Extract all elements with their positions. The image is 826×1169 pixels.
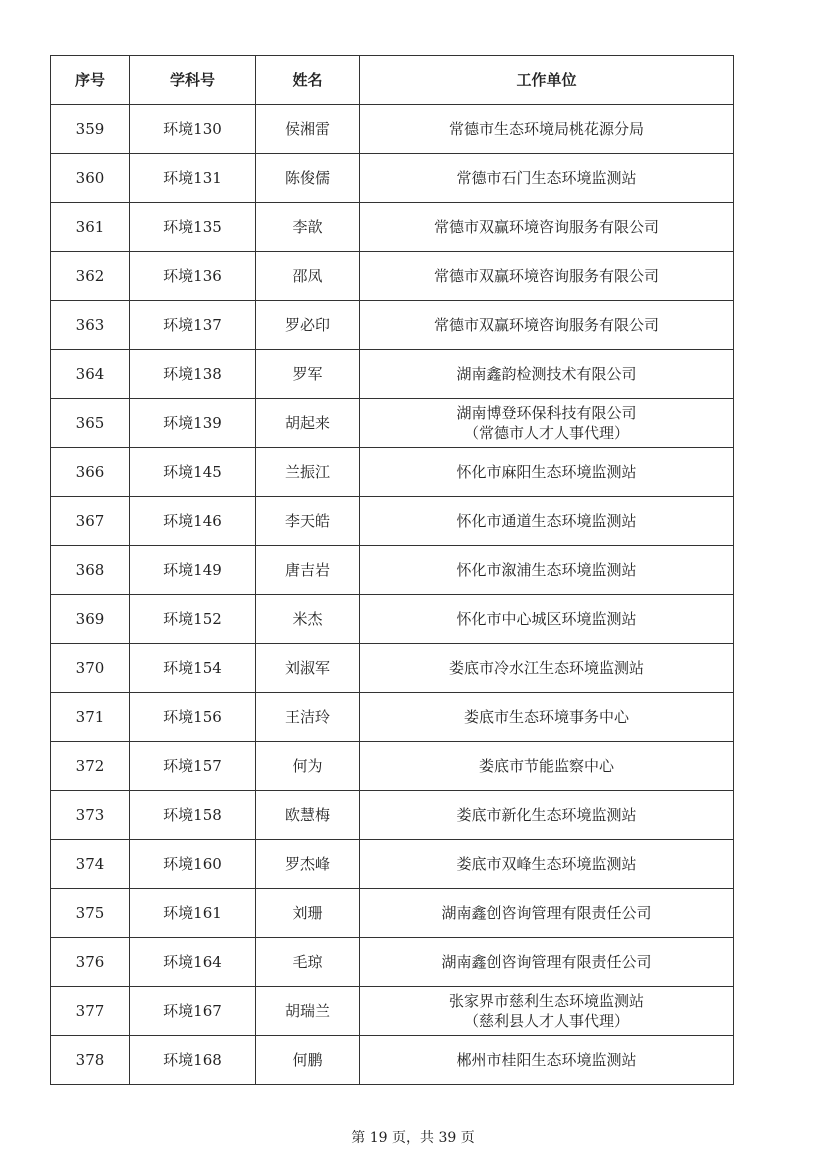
cell-name: 罗杰峰 [256,840,360,889]
table-row [51,154,734,203]
cell-work-unit [360,350,734,399]
cell-subject-number: 环境158 [130,791,256,840]
cell-name: 胡起来 [256,399,360,448]
cell-work-unit [360,840,734,889]
cell-name: 罗必印 [256,301,360,350]
cell-name: 刘珊 [256,889,360,938]
cell-subject-number: 环境145 [130,448,256,497]
work-unit-line: 怀化市溆浦生态环境监测站 [456,561,637,579]
cell-name: 李天皓 [256,497,360,546]
cell-subject-number: 环境168 [130,1036,256,1085]
cell-work-unit [360,987,734,1036]
table-row [51,399,734,448]
work-unit-line: 湖南博登环保科技有限公司 [456,404,637,422]
cell-subject-number: 环境156 [130,693,256,742]
cell-serial: 371 [51,693,130,742]
cell-work-unit [360,252,734,301]
page-footer: 第 19 页，共 39 页 [351,1130,475,1146]
cell-subject-number: 环境136 [130,252,256,301]
header-serial: 序号 [51,56,130,105]
work-unit-note: （慈利县人才人事代理） [463,1012,629,1030]
cell-serial: 368 [51,546,130,595]
cell-subject-number: 环境149 [130,546,256,595]
cell-work-unit [360,399,734,448]
cell-work-unit [360,105,734,154]
table-row [51,1036,734,1085]
cell-serial: 377 [51,987,130,1036]
header-row [51,56,734,105]
header-subject-number: 学科号 [130,56,256,105]
cell-work-unit [360,791,734,840]
cell-serial: 378 [51,1036,130,1085]
table-row [51,252,734,301]
cell-name: 陈俊儒 [256,154,360,203]
cell-serial: 363 [51,301,130,350]
cell-work-unit [360,203,734,252]
work-unit-note: （常德市人才人事代理） [463,424,629,442]
cell-subject-number: 环境154 [130,644,256,693]
cell-name: 何为 [256,742,360,791]
work-unit-line: 湖南鑫创咨询管理有限责任公司 [441,953,652,971]
work-unit-line: 常德市双赢环境咨询服务有限公司 [433,316,659,334]
cell-serial: 359 [51,105,130,154]
work-unit-line: 娄底市生态环境事务中心 [463,708,629,726]
table-row [51,889,734,938]
table-row [51,987,734,1036]
cell-work-unit [360,693,734,742]
cell-work-unit [360,889,734,938]
cell-serial: 364 [51,350,130,399]
cell-name: 欧慧梅 [256,791,360,840]
work-unit-line: 怀化市麻阳生态环境监测站 [456,463,637,481]
cell-work-unit [360,644,734,693]
table-row [51,350,734,399]
work-unit-line: 常德市双赢环境咨询服务有限公司 [433,218,659,236]
table-row [51,791,734,840]
cell-subject-number: 环境138 [130,350,256,399]
cell-work-unit [360,546,734,595]
cell-subject-number: 环境137 [130,301,256,350]
cell-name: 胡瑞兰 [256,987,360,1036]
table-row [51,644,734,693]
cell-subject-number: 环境161 [130,889,256,938]
cell-work-unit [360,448,734,497]
cell-serial: 369 [51,595,130,644]
header-name: 姓名 [256,56,360,105]
roster-table [50,55,734,1085]
cell-subject-number: 环境164 [130,938,256,987]
table-row [51,546,734,595]
cell-serial: 367 [51,497,130,546]
cell-name: 何鹏 [256,1036,360,1085]
cell-subject-number: 环境152 [130,595,256,644]
cell-work-unit [360,301,734,350]
cell-serial: 373 [51,791,130,840]
cell-subject-number: 环境157 [130,742,256,791]
cell-work-unit [360,938,734,987]
table-row [51,203,734,252]
work-unit-line: 娄底市新化生态环境监测站 [456,806,637,824]
work-unit-line: 湖南鑫韵检测技术有限公司 [456,365,637,383]
cell-serial: 362 [51,252,130,301]
cell-serial: 375 [51,889,130,938]
cell-subject-number: 环境130 [130,105,256,154]
cell-name: 兰振江 [256,448,360,497]
cell-serial: 361 [51,203,130,252]
table-row [51,840,734,889]
table-row [51,497,734,546]
cell-work-unit [360,595,734,644]
work-unit-line: 郴州市桂阳生态环境监测站 [456,1051,637,1069]
cell-work-unit [360,742,734,791]
cell-serial: 372 [51,742,130,791]
cell-name: 李歆 [256,203,360,252]
table-row [51,448,734,497]
table-row [51,938,734,987]
cell-serial: 360 [51,154,130,203]
cell-name: 毛琼 [256,938,360,987]
cell-name: 侯湘雷 [256,105,360,154]
table-row [51,595,734,644]
work-unit-line: 常德市石门生态环境监测站 [456,169,637,187]
work-unit-line: 常德市双赢环境咨询服务有限公司 [433,267,659,285]
cell-serial: 376 [51,938,130,987]
work-unit-line: 常德市生态环境局桃花源分局 [448,120,644,138]
cell-name: 罗军 [256,350,360,399]
table-body [51,105,734,1085]
cell-name: 邵凤 [256,252,360,301]
cell-subject-number: 环境139 [130,399,256,448]
cell-subject-number: 环境167 [130,987,256,1036]
cell-work-unit [360,497,734,546]
cell-subject-number: 环境135 [130,203,256,252]
work-unit-line: 张家界市慈利生态环境监测站 [448,992,644,1010]
work-unit-line: 湖南鑫创咨询管理有限责任公司 [441,904,652,922]
work-unit-line: 怀化市中心城区环境监测站 [456,610,637,628]
table-row [51,301,734,350]
cell-serial: 366 [51,448,130,497]
cell-serial: 365 [51,399,130,448]
cell-name: 米杰 [256,595,360,644]
cell-subject-number: 环境146 [130,497,256,546]
header-work-unit: 工作单位 [360,56,734,105]
table-row [51,693,734,742]
table-row [51,105,734,154]
cell-name: 刘淑军 [256,644,360,693]
cell-work-unit [360,1036,734,1085]
cell-name: 唐吉岩 [256,546,360,595]
work-unit-line: 娄底市双峰生态环境监测站 [456,855,637,873]
cell-serial: 370 [51,644,130,693]
work-unit-line: 娄底市冷水江生态环境监测站 [448,659,644,677]
cell-subject-number: 环境131 [130,154,256,203]
cell-subject-number: 环境160 [130,840,256,889]
table-row [51,742,734,791]
work-unit-line: 怀化市通道生态环境监测站 [456,512,637,530]
cell-serial: 374 [51,840,130,889]
cell-name: 王洁玲 [256,693,360,742]
cell-work-unit [360,154,734,203]
work-unit-line: 娄底市节能监察中心 [478,757,614,775]
